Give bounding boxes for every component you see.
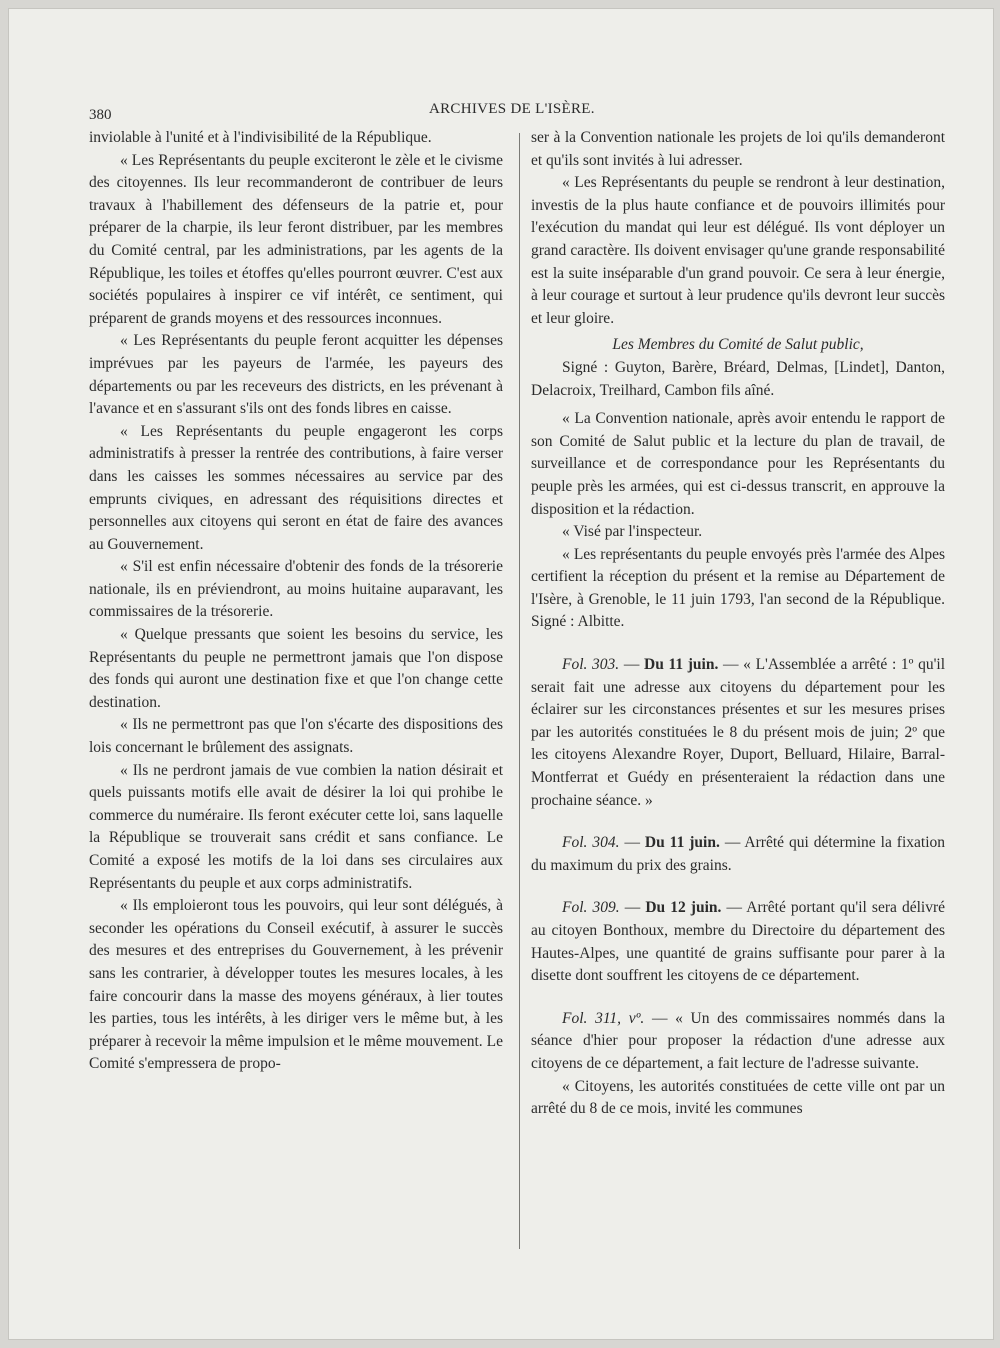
entry-text: Arrêté portant qu'il sera délivré au citoyen Bonthoux, membre du Directoire du département des Hautes-Alpes, une quantité de grains suffisante pour parer à la disette dont souffrent les citoyens de ce département. [531,899,945,985]
page-sheet [8,8,994,1340]
signature-title: Les Membres du Comité de Salut public, [612,336,864,354]
register-entry: Fol. 311, vº. — « Un des commissaires nommés dans la séance d'hier pour proposer la rédaction d'une adresse aux citoyens de ce département, a fait lecture de l'adresse suivante. [531,1009,945,1072]
running-title: ARCHIVES DE L'ISÈRE. [429,101,595,117]
paragraph: « Les Représentants du peuple engageront les corps administratifs à presser la rentrée des contributions, à faire verser dans les caisses les sommes nécessaires au service par des emprunts civiques, en adressant des réquisitions directes et personnelles aux citoyens qui seront en état de faire des avances au Gouvernement. [89,422,503,553]
entry-date: Du 11 juin. [644,656,719,674]
page-number: 380 [89,107,112,123]
paragraph: « Les représentants du peuple envoyés près l'armée des Alpes certifient la réception du présent et la remise au Département de l'Isère, à Grenoble, le 11 juin 1793, l'an second de la République. Signé : Albitte. [531,545,945,631]
left-column [89,127,503,1076]
paragraph: « Ils ne permettront pas que l'on s'écarte des dispositions des lois concernant le brûlement des assignats. [89,716,503,757]
paragraph: « Ils ne perdront jamais de vue combien la nation désirait et quels puissants motifs elle avait de désirer la loi qui prohibe le commerce du numéraire. Ils feront exécuter cette loi, sans laquelle la République se trouverait sans crédit et sans confiance. Le Comité a exposé les motifs de la loi dans ses circulaires aux Représentants du peuple et aux corps administratifs. [89,761,503,892]
paragraph: « Visé par l'inspecteur. [562,523,703,541]
folio-reference: Fol. 304. [562,834,620,852]
page-header [9,101,993,123]
paragraph: « Les Représentants du peuple exciteront le zèle et le civisme des citoyennes. Ils leur recommanderont de contribuer de leurs travaux à l'habillement des défenseurs de la patrie et, pour préparer de la charpie, ils leur feront distribuer, par les membres du Comité central, par les administrations, par les agents de la République, les toiles et étoffes qu'elles pourront œuvrer. C'est aux sociétés populaires à inspirer ce vif intérêt, ce sentiment, qui préparent de grands moyens et des ressources inconnues. [89,151,503,327]
paragraph: « Les Représentants du peuple se rendront à leur destination, investis de la plus haute confiance et de pouvoirs illimités pour l'exécution du mandat qui leur est délégué. Ils vont déployer un grand caractère. Ils doivent envisager qu'une grande responsabilité est la suite inséparable d'un grand pouvoir. Ce sera à leur énergie, à leur courage et surtout à leur prudence qu'ils devront leur succès et leur gloire. [531,174,945,327]
folio-reference: Fol. 311, vº. [562,1009,645,1027]
register-entry: Fol. 309. — Du 12 juin. — Arrêté portant qu'il sera délivré au citoyen Bonthoux, membre du Directoire du département des Hautes-Alpes, une quantité de grains suffisante pour parer à la disette dont souffrent les citoyens de ce département. [531,899,945,985]
register-entry: Fol. 304. — Du 11 juin. — Arrêté qui détermine la fixation du maximum du prix des grains. [531,834,945,874]
register-entry: Fol. 303. — Du 11 juin. — « L'Assemblée a arrêté : 1º qu'il serait fait une adresse aux citoyens du département pour les éclairer sur les circonstances présentes et sur les mesures prises par les autorités constituées le 8 du présent mois de juin; 2º que les citoyens Alexandre Royer, Duport, Belluard, Hilaire, Barral-Montferrat et Guédy en présenteraient la rédaction dans une prochaine séance. » [531,656,946,809]
signature-names: Signé : Guyton, Barère, Bréard, Delmas, [Lindet], Danton, Delacroix, Treilhard, Cambon fils aîné. [531,358,945,399]
folio-reference: Fol. 303. [562,656,620,674]
paragraph: « La Convention nationale, après avoir entendu le rapport de son Comité de Salut public et la lecture du plan de travail, de surveillance et de correspondance pour les Représentants du peuple près les armées, qui est ci-dessus transcrit, en approuve la disposition et la rédaction. [531,410,945,518]
paragraph: « Citoyens, les autorités constituées de cette ville ont par un arrêté du 8 de ce mois, invité les communes [531,1077,945,1118]
column-divider [519,133,520,1249]
entry-text: « Un des commissaires nommés dans la séance d'hier pour proposer la rédaction d'une adresse aux citoyens de ce département, a fait lecture de l'adresse suivante. [531,1009,945,1072]
entry-date: Du 12 juin. [645,899,722,917]
folio-reference: Fol. 309. [562,899,620,917]
paragraph: « S'il est enfin nécessaire d'obtenir des fonds de la trésorerie nationale, ils en préviendront, au moins huitaine auparavant, les commissaires de la trésorerie. [89,558,503,621]
paragraph: « Quelque pressants que soient les besoins du service, les Représentants du peuple ne permettront jamais que l'on dispose des fonds qui auront une destination fixe et que l'on change cette destination. [89,626,503,711]
entry-text: Arrêté qui détermine la fixation du maximum du prix des grains. [531,834,945,874]
paragraph: « Ils emploieront tous les pouvoirs, qui leur sont délégués, à seconder les opérations du Conseil exécutif, à assurer le succès des mesures et des entreprises du Gouvernement, à les prévenir sans les contrarier, à développer toutes les mesures locales, à les faire concourir dans la masse des moyens généraux, à lier toutes les parties, tous les intérêts, à les diriger vers le même but, à les préparer à recevoir la même impulsion et le même mouvement. Le Comité s'empressera de propo- [89,897,503,1073]
paragraph: ser à la Convention nationale les projets de loi qu'ils demanderont et qu'ils sont invités à lui adresser. [531,129,945,169]
paragraph: inviolable à l'unité et à l'indivisibilité de la République. [89,129,432,146]
entry-text: « L'Assemblée a arrêté : 1º qu'il serait fait une adresse aux citoyens du département pour les éclairer sur les circonstances présentes et sur les mesures prises par les autorités constituées le 8 du présent mois de juin; 2º que les citoyens Alexandre Royer, Duport, Belluard, Hilaire, Barral-Montferrat et Guédy en présenteraient la rédaction dans une prochaine séance. » [531,656,946,809]
right-column [531,127,945,1121]
paragraph: « Les Représentants du peuple feront acquitter les dépenses imprévues par les payeurs de l'armée, les payeurs des départements ou par les receveurs des districts, en les prévenant à l'avance et en s'assurant s'ils ont des fonds libres en caisse. [89,332,503,418]
entry-date: Du 11 juin. [644,834,720,852]
